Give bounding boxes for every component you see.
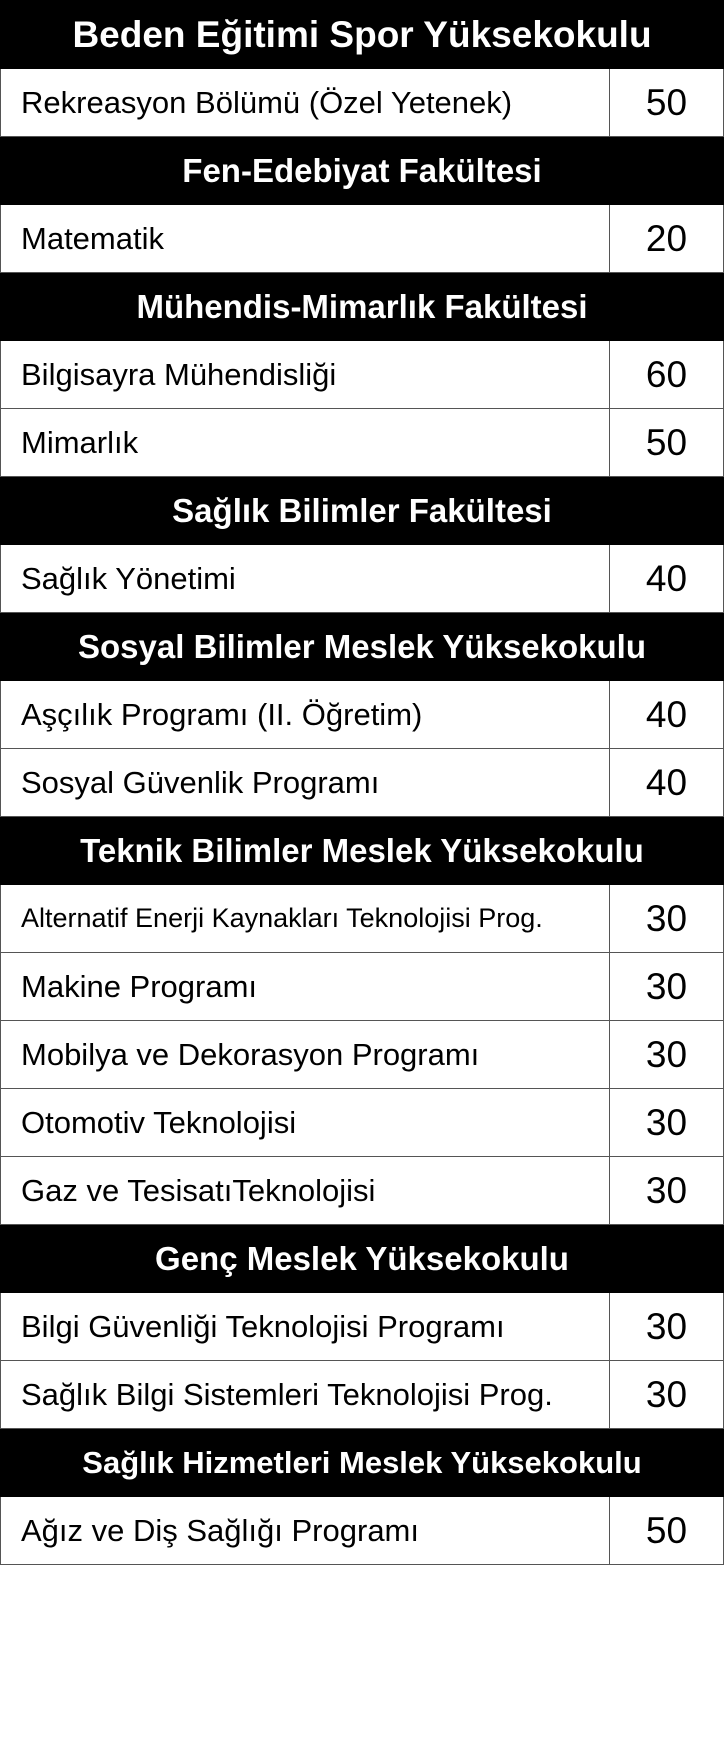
faculty-header: Sağlık Bilimler Fakültesi (0, 477, 724, 545)
quota-value: 50 (610, 409, 724, 477)
faculty-header: Fen-Edebiyat Fakültesi (0, 137, 724, 205)
faculty-header: Sağlık Hizmetleri Meslek Yüksekokulu (0, 1429, 724, 1497)
program-name: Gaz ve TesisatıTeknolojisi (0, 1157, 610, 1225)
faculty-header: Teknik Bilimler Meslek Yüksekokulu (0, 817, 724, 885)
faculty-header: Beden Eğitimi Spor Yüksekokulu (0, 0, 724, 69)
quota-value: 30 (610, 1089, 724, 1157)
program-name: Sağlık Yönetimi (0, 545, 610, 613)
program-name: Rekreasyon Bölümü (Özel Yetenek) (0, 69, 610, 137)
program-name: Alternatif Enerji Kaynakları Teknolojisi Prog. (0, 885, 610, 953)
quota-value: 30 (610, 1157, 724, 1225)
quota-value: 40 (610, 681, 724, 749)
quota-value: 60 (610, 341, 724, 409)
quota-value: 50 (610, 69, 724, 137)
faculty-header: Genç Meslek Yüksekokulu (0, 1225, 724, 1293)
program-name: Aşçılık Programı (II. Öğretim) (0, 681, 610, 749)
quota-value: 30 (610, 1361, 724, 1429)
faculty-header: Sosyal Bilimler Meslek Yüksekokulu (0, 613, 724, 681)
program-name: Otomotiv Teknolojisi (0, 1089, 610, 1157)
quota-value: 30 (610, 885, 724, 953)
quota-value: 40 (610, 749, 724, 817)
quota-value: 30 (610, 1293, 724, 1361)
program-name: Mimarlık (0, 409, 610, 477)
program-name: Makine Programı (0, 953, 610, 1021)
program-name: Bilgisayra Mühendisliği (0, 341, 610, 409)
program-name: Sosyal Güvenlik Programı (0, 749, 610, 817)
program-name: Ağız ve Diş Sağlığı Programı (0, 1497, 610, 1565)
program-name: Bilgi Güvenliği Teknolojisi Programı (0, 1293, 610, 1361)
quota-value: 30 (610, 953, 724, 1021)
quota-value: 20 (610, 205, 724, 273)
quota-value: 30 (610, 1021, 724, 1089)
program-name: Mobilya ve Dekorasyon Programı (0, 1021, 610, 1089)
faculty-header: Mühendis-Mimarlık Fakültesi (0, 273, 724, 341)
quota-value: 40 (610, 545, 724, 613)
program-name: Sağlık Bilgi Sistemleri Teknolojisi Prog. (0, 1361, 610, 1429)
program-name: Matematik (0, 205, 610, 273)
quota-value: 50 (610, 1497, 724, 1565)
